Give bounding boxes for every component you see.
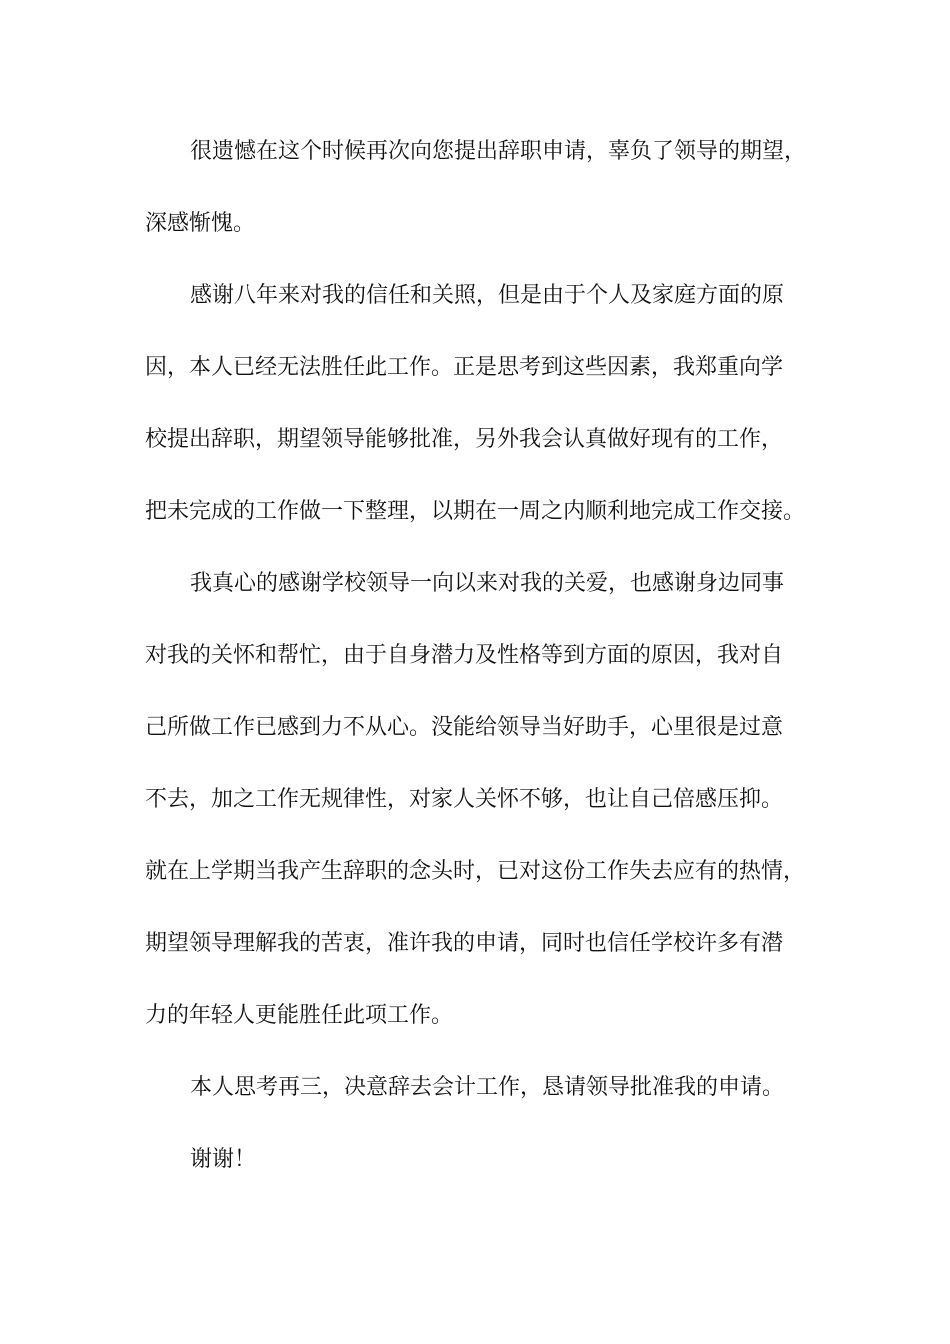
paragraph-2-line-4: 把未完成的工作做一下整理，以期在一周之内顺利地完成工作交接。 <box>145 499 806 524</box>
paragraph-3-line-1: 我真心的感谢学校领导一向以来对我的关爱，也感谢身边同事 <box>190 571 785 596</box>
paragraph-1-line-1: 很遗憾在这个时候再次向您提出辞职申请，辜负了领导的期望， <box>190 139 807 164</box>
paragraph-3-line-4: 不去，加之工作无规律性，对家人关怀不够，也让自己倍感压抑。 <box>145 787 784 812</box>
paragraph-4-line-1: 本人思考再三，决意辞去会计工作，恳请领导批准我的申请。 <box>190 1075 785 1100</box>
paragraph-3-line-3: 己所做工作已感到力不从心。没能给领导当好助手，心里很是过意 <box>145 715 784 740</box>
paragraph-3-line-6: 期望领导理解我的苦衷，准许我的申请，同时也信任学校许多有潜 <box>145 931 784 956</box>
paragraph-3-line-7: 力的年轻人更能胜任此项工作。 <box>145 1003 454 1028</box>
document-body <box>145 128 825 1208</box>
paragraph-2-line-2: 因，本人已经无法胜任此工作。正是思考到这些因素，我郑重向学 <box>145 355 784 380</box>
closing-thanks: 谢谢！ <box>190 1147 257 1172</box>
paragraph-3-line-5: 就在上学期当我产生辞职的念头时，已对这份工作失去应有的热情， <box>145 859 806 884</box>
paragraph-1-line-2: 深感惭愧。 <box>145 211 256 236</box>
paragraph-3-line-2: 对我的关怀和帮忙，由于自身潜力及性格等到方面的原因，我对自 <box>145 643 784 668</box>
paragraph-2-line-1: 感谢八年来对我的信任和关照，但是由于个人及家庭方面的原 <box>190 283 785 308</box>
paragraph-2-line-3: 校提出辞职，期望领导能够批准，另外我会认真做好现有的工作， <box>145 427 784 452</box>
